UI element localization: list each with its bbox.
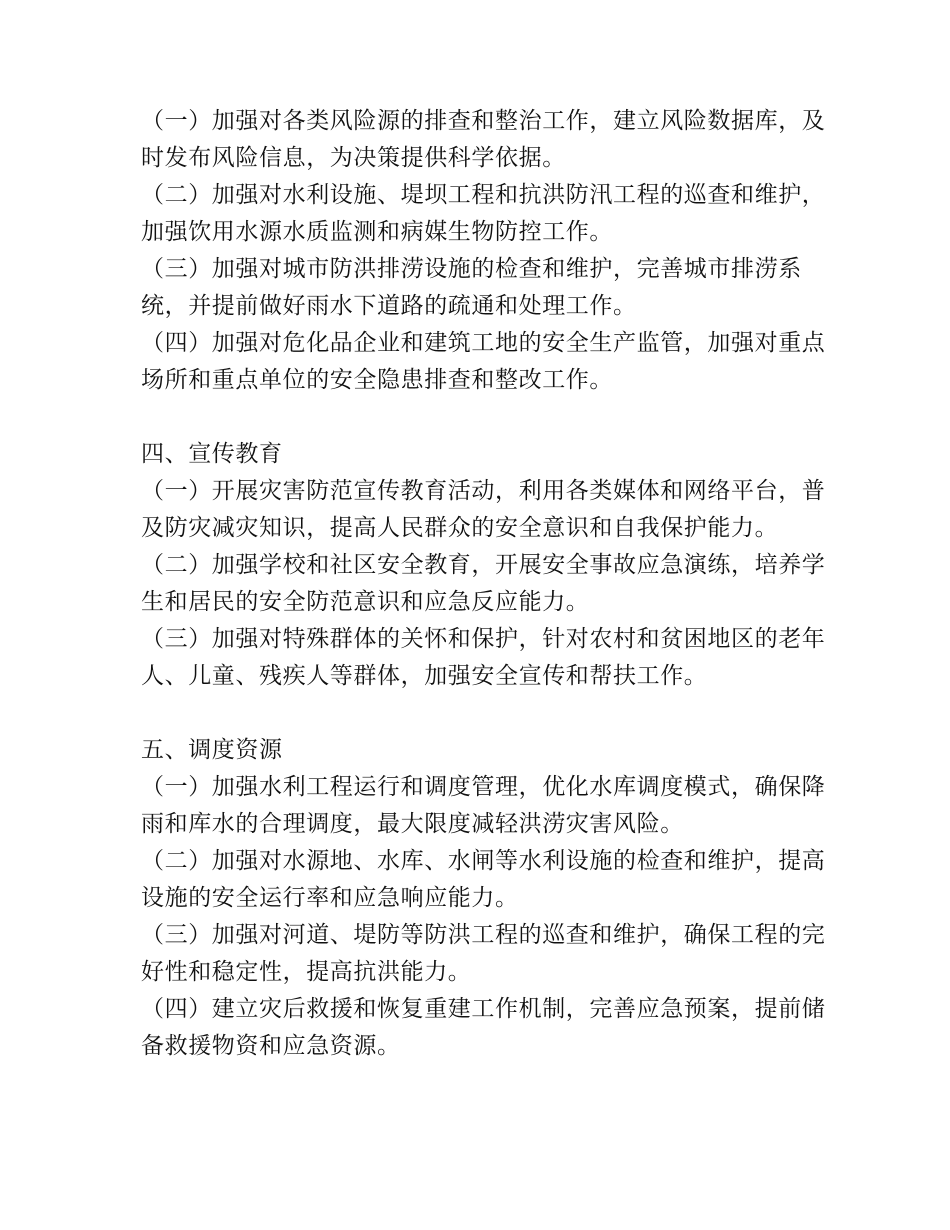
paragraph: （二）加强学校和社区安全教育，开展安全事故应急演练，培养学生和居民的安全防范意识和应急反应能力。	[141, 552, 826, 615]
paragraph: （三）加强对城市防洪排涝设施的检查和维护，完善城市排涝系统，并提前做好雨水下道路的疏通和处理工作。	[141, 256, 802, 319]
paragraph: （三）加强对河道、堤防等防洪工程的巡查和维护，确保工程的完好性和稳定性，提高抗洪能力。	[141, 922, 826, 985]
paragraph: （四）加强对危化品企业和建筑工地的安全生产监管，加强对重点场所和重点单位的安全隐患排查和整改工作。	[141, 330, 826, 393]
section-resource-dispatch	[141, 732, 841, 1065]
paragraph: （四）建立灾后救援和恢复重建工作机制，完善应急预案，提前储备救援物资和应急资源。	[141, 996, 826, 1059]
paragraph: （一）开展灾害防范宣传教育活动，利用各类媒体和网络平台，普及防灾减灾知识，提高人民群众的安全意识和自我保护能力。	[141, 478, 826, 541]
paragraph: （一）加强对各类风险源的排查和整治工作，建立风险数据库，及时发布风险信息，为决策提供科学依据。	[141, 108, 826, 171]
section-measures	[141, 103, 841, 399]
document-page	[141, 103, 841, 1065]
section-heading: 四、宣传教育	[141, 441, 283, 467]
paragraph: （一）加强水利工程运行和调度管理，优化水库调度模式，确保降雨和库水的合理调度，最大限度减轻洪涝灾害风险。	[141, 774, 826, 837]
paragraph: （三）加强对特殊群体的关怀和保护，针对农村和贫困地区的老年人、儿童、残疾人等群体，加强安全宣传和帮扶工作。	[141, 626, 826, 689]
section-heading: 五、调度资源	[141, 737, 283, 763]
paragraph: （二）加强对水源地、水库、水闸等水利设施的检查和维护，提高设施的安全运行率和应急响应能力。	[141, 848, 826, 911]
section-publicity-education	[141, 436, 841, 695]
paragraph: （二）加强对水利设施、堤坝工程和抗洪防汛工程的巡查和维护，加强饮用水源水质监测和病媒生物防控工作。	[141, 182, 826, 245]
